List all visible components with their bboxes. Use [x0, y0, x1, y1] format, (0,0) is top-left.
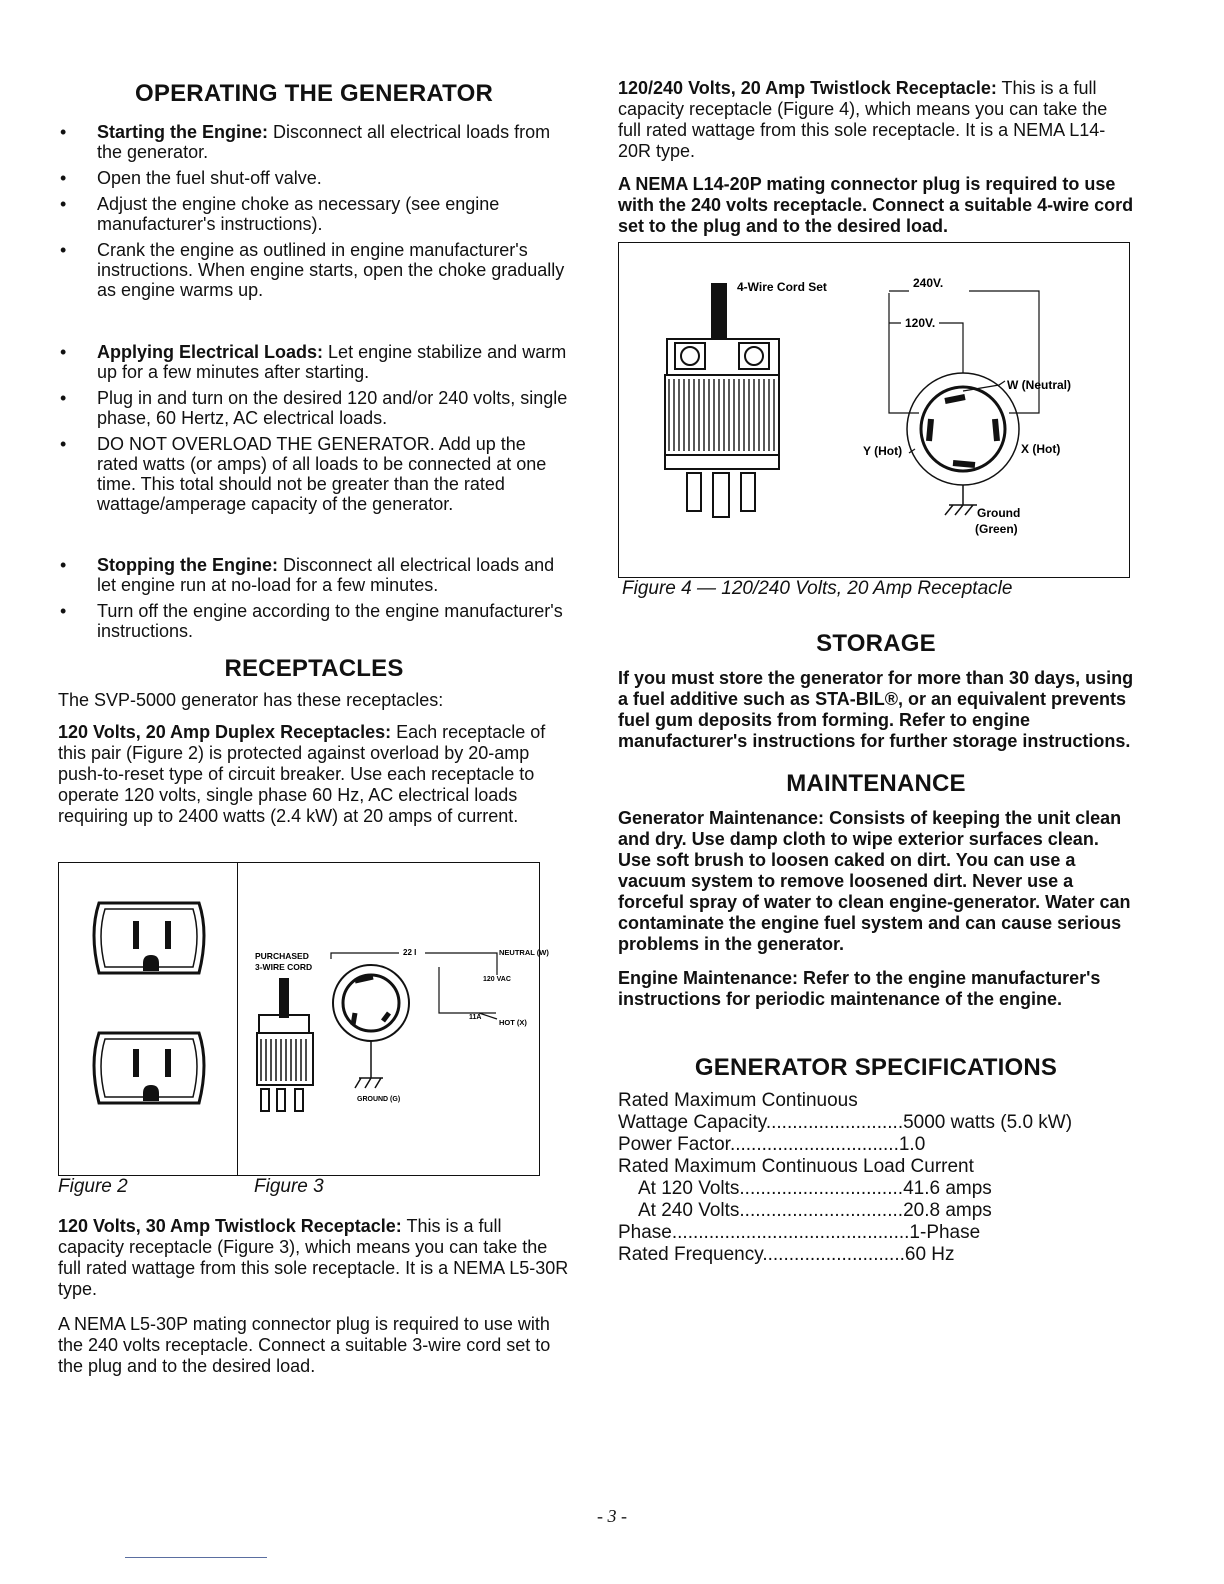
figure-4-box: [618, 242, 1130, 578]
spec-dots: .............................................: [671, 1222, 910, 1243]
figure-2-caption: Figure 2: [58, 1176, 128, 1197]
twistlock-20a-lead: 120/240 Volts, 20 Amp Twistlock Receptacle:: [618, 78, 997, 98]
gen-maint-text: Consists of keeping the unit clean and dry. Use damp cloth to wipe exterior surfaces clean. Use soft brush to loosen caked on dirt. You can use a vacuum system to remove loosened dirt. Never use a forceful spray of water to clean engine-generator. Water can contaminate the engine fuel system and can cause serious problems in the generator.: [618, 808, 1131, 954]
bullet-icon: •: [60, 122, 67, 142]
spec-wattage-label: Wattage Capacity: [618, 1112, 766, 1133]
spec-pf-label: Power Factor: [618, 1134, 730, 1155]
twistlock-30a-lead: 120 Volts, 30 Amp Twistlock Receptacle:: [58, 1216, 402, 1236]
list-item: [58, 194, 570, 234]
gen-maint-lead: Generator Maintenance:: [618, 808, 825, 828]
specifications-title: GENERATOR SPECIFICATIONS: [694, 1054, 1058, 1081]
page-number: - 3 -: [597, 1506, 627, 1526]
bullet-text: DO NOT OVERLOAD THE GENERATOR. Add up the rated watts (or amps) of all loads to be connected at one time. This total should not be greater than the rated wattage/amperage capacity of the generator.: [97, 434, 547, 514]
fig3-ground-label: GROUND (G): [357, 1096, 401, 1103]
figure-3-caption: Figure 3: [254, 1176, 324, 1197]
bullet-icon: •: [60, 434, 67, 454]
spec-240-value: 20.8 amps: [903, 1200, 992, 1221]
twistlock-20a-text: This is a full capacity receptacle (Figure 4), which means you can take the full rated wattage from this sole receptacle. It is a NEMA L14-20R type.: [618, 78, 1108, 161]
fig4-x-hot-label: X (Hot): [1021, 442, 1061, 456]
twistlock-plug-icon: [257, 978, 313, 1111]
spec-freq-value: 60 Hz: [904, 1244, 955, 1265]
eng-maint-text: Refer to the engine manufacturer's instructions for periodic maintenance of the engine.: [618, 968, 1101, 1009]
fig3-neutral-label: NEUTRAL (W): [499, 948, 549, 957]
fig4-ground-label: Ground: [977, 506, 1021, 520]
duplex-text: Each receptacle of this pair (Figure 2) is protected against overload by 20-amp push-to-reset type of circuit breaker. Use each receptacle to operate 120 volts, single phase 60 Hz, AC electrical loads requiring up to 2400 watts (2.4 kW) at 20 amps of current.: [58, 722, 546, 826]
twistlock-30a-paragraph: [58, 1216, 570, 1300]
bullet-lead: Applying Electrical Loads:: [97, 342, 324, 362]
bullet-icon: •: [60, 388, 67, 408]
nema-l5-paragraph: A NEMA L5-30P mating connector plug is required to use with the 240 volts receptacle. Connect a suitable 3-wire cord set to the plug and to the desired load.: [58, 1314, 551, 1376]
footer-rule: [125, 1557, 267, 1558]
bullet-text: Plug in and turn on the desired 120 and/or 240 volts, single phase, 60 Hertz, AC electrical loads.: [97, 388, 568, 428]
twistlock-20a-paragraph: [618, 78, 1134, 162]
fig3-vac-label: 120 VAC: [483, 976, 511, 983]
figure-2-3-box: [58, 862, 549, 1176]
fig3-purchased-label: PURCHASED: [255, 951, 309, 961]
fig3-240-label: 22 I: [403, 948, 417, 957]
engine-maintenance-paragraph: [618, 968, 1134, 1010]
maintenance-title: MAINTENANCE: [786, 770, 966, 797]
list-item: [58, 342, 570, 382]
bullet-lead: Stopping the Engine:: [97, 555, 278, 575]
spec-dots: ...............................: [739, 1178, 904, 1199]
bullet-icon: •: [60, 168, 67, 188]
spec-frequency-row: [618, 1244, 1134, 1266]
list-item: [58, 122, 570, 162]
nema-l14-text: A NEMA L14-20P mating connector plug is required to use with the 240 volts receptacle. Connect a suitable 4-wire cord set to the plug and to the desired load.: [618, 174, 1134, 236]
duplex-outlet-bottom-icon: [94, 1033, 204, 1103]
bullet-lead: Starting the Engine:: [97, 122, 268, 142]
operating-title: OPERATING THE GENERATOR: [135, 80, 493, 107]
spec-wattage-row: [618, 1112, 1134, 1134]
fig4-240-label: 240V.: [913, 276, 944, 290]
spec-rated-max: Rated Maximum Continuous: [618, 1090, 858, 1111]
eng-maint-lead: Engine Maintenance:: [618, 968, 799, 988]
spec-dots: ...............................: [739, 1200, 904, 1221]
figure-2-3-drawing: [59, 863, 549, 1175]
bullet-icon: •: [60, 194, 67, 214]
figure-4-drawing: [619, 243, 1129, 577]
four-wire-plug-icon: [665, 283, 779, 517]
spec-freq-label: Rated Frequency: [618, 1244, 763, 1265]
twistlock-30a-text: This is a full capacity receptacle (Figure 3), which means you can take the full rated wattage from this sole receptacle. It is a NEMA L5-30R type.: [58, 1216, 569, 1299]
spec-pf-row: [618, 1134, 1134, 1156]
bullet-icon: •: [60, 555, 67, 575]
duplex-lead: 120 Volts, 20 Amp Duplex Receptacles:: [58, 722, 392, 742]
list-item: [58, 555, 570, 595]
spec-240-row: [618, 1200, 1134, 1222]
bullet-text: Adjust the engine choke as necessary (see engine manufacturer's instructions).: [97, 194, 500, 234]
spec-240-label: At 240 Volts: [638, 1200, 740, 1221]
storage-paragraph: If you must store the generator for more than 30 days, using a fuel additive such as STA-BIL®, or an equivalent prevents fuel gum deposits from forming. Refer to engine manufacturer's instructions for further storage instructions.: [618, 668, 1134, 751]
bullet-text: Crank the engine as outlined in engine manufacturer's instructions. When engine starts, open the choke gradually as engine warms up.: [97, 240, 565, 300]
bullet-text: Disconnect all electrical loads from the generator.: [97, 122, 551, 162]
fig4-120-label: 120V.: [905, 316, 936, 330]
storage-title: STORAGE: [816, 630, 936, 657]
bullet-icon: •: [60, 601, 67, 621]
fig4-cord-label: 4-Wire Cord Set: [737, 280, 827, 294]
list-item: [58, 601, 570, 641]
fig4-neutral-label: W (Neutral): [1007, 378, 1071, 392]
fig4-y-hot-label: Y (Hot): [863, 444, 903, 458]
bullet-icon: •: [60, 240, 67, 260]
fig3-cord-label: 3-WIRE CORD: [255, 962, 313, 972]
spec-phase-row: [618, 1222, 1134, 1244]
spec-wattage-value: 5000 watts (5.0 kW): [903, 1112, 1073, 1133]
receptacles-intro: The SVP-5000 generator has these receptacles:: [58, 690, 444, 710]
spec-dots: ..........................: [765, 1112, 904, 1133]
bullet-text: Open the fuel shut-off valve.: [97, 168, 322, 188]
nema-l14-paragraph: [618, 174, 1134, 237]
spec-pf-value: 1.0: [898, 1134, 926, 1155]
spec-120-value: 41.6 amps: [903, 1178, 992, 1199]
fig4-green-label: (Green): [975, 522, 1018, 536]
fig3-amps-label: 11A: [469, 1014, 482, 1021]
fig3-hot-label: HOT (X): [499, 1018, 527, 1027]
generator-maintenance-paragraph: [618, 808, 1134, 955]
operating-steps-list: [58, 122, 570, 306]
spec-120-row: [618, 1178, 1134, 1200]
duplex-paragraph: [58, 722, 570, 827]
list-item: [58, 388, 570, 428]
bullet-text: Let engine stabilize and warm up for a few minutes after starting.: [97, 342, 567, 382]
spec-dots: ................................: [729, 1134, 899, 1155]
bullet-text: Turn off the engine according to the engine manufacturer's instructions.: [97, 601, 563, 641]
spec-phase-label: Phase: [618, 1222, 672, 1243]
bullet-text: Disconnect all electrical loads and let engine run at no-load for a few minutes.: [97, 555, 555, 595]
spec-120-label: At 120 Volts: [638, 1178, 740, 1199]
list-item: [58, 168, 570, 188]
stopping-list: [58, 555, 570, 647]
list-item: [58, 240, 570, 300]
spec-phase-value: 1-Phase: [909, 1222, 981, 1243]
receptacles-title: RECEPTACLES: [224, 655, 404, 682]
loads-list: [58, 342, 570, 520]
list-item: [58, 434, 570, 514]
specifications-table: [618, 1090, 1134, 1266]
duplex-outlet-top-icon: [94, 903, 204, 973]
figure-4-caption: Figure 4 — 120/240 Volts, 20 Amp Receptacle: [622, 578, 1013, 599]
bullet-icon: •: [60, 342, 67, 362]
spec-load-current: Rated Maximum Continuous Load Current: [618, 1156, 974, 1177]
spec-dots: ...........................: [762, 1244, 905, 1265]
